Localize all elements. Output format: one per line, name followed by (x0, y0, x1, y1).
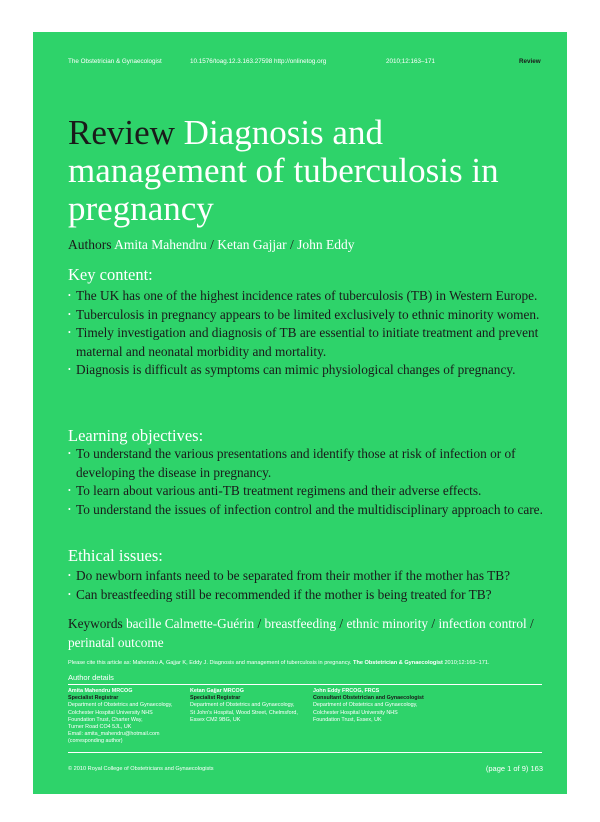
learning-objectives-list (68, 445, 548, 519)
citation-note (68, 660, 490, 666)
journal-name: The Obstetrician & Gynaecologist (68, 58, 162, 65)
keywords-label: Keywords (68, 616, 123, 631)
ethical-issue-item: • Can breastfeeding still be recommended if the mother is being treated for TB? (68, 586, 548, 605)
copyright: © 2010 Royal College of Obstetricians and Gynaecologists (68, 766, 214, 772)
author-name: John Eddy (297, 237, 355, 252)
doi: 10.1576/toag.12.3.163.27598 (190, 58, 273, 65)
author-details-label: Author details (68, 673, 114, 682)
author-name: Ketan Gajjar (217, 237, 287, 252)
key-content-item: • Tuberculosis in pregnancy appears to be limited exclusively to ethnic minority women. (68, 306, 548, 325)
author-detail-role: Specialist Registrar (68, 695, 119, 702)
author-detail-role: Specialist Registrar (190, 695, 241, 702)
divider (68, 684, 542, 685)
author-detail-line: St John's Hospital, Wood Street, Chelmsford, (190, 709, 298, 716)
learning-objective-item: • To learn about various anti-TB treatment regimens and their adverse effects. (68, 482, 548, 501)
ethical-issue-item: • Do newborn infants need to be separated from their mother if the mother has TB? (68, 567, 548, 586)
author-name: Amita Mahendru (114, 237, 207, 252)
key-content-item: • Diagnosis is difficult as symptoms can mimic physiological changes of pregnancy. (68, 361, 548, 380)
author-detail-line: Department of Obstetrics and Gynaecology, (68, 702, 173, 709)
keyword-link[interactable]: perinatal outcome (68, 634, 164, 650)
key-content-item: • The UK has one of the highest incidence rates of tuberculosis (TB) in Western Europe. (68, 287, 548, 306)
learning-objective-item: • To understand the various presentations and identify those at risk of infection or of developing the disease in pregnancy. (68, 445, 548, 482)
learning-objective-item: • To understand the issues of infection control and the multidisciplinary approach to care. (68, 501, 548, 520)
article-title-text: Diagnosis and management of tuberculosis in pregnancy (68, 113, 499, 228)
author-detail-line: Foundation Trust, Charter Way, (68, 716, 143, 723)
ethical-issues-list (68, 567, 548, 604)
author-detail-line: Turner Road CO4 5JL, UK (68, 724, 132, 731)
learning-objectives-heading: Learning objectives: (68, 426, 204, 445)
key-content-item: • Timely investigation and diagnosis of TB are essential to initiate treatment and prevent maternal and neonatal morbidity and mortality. (68, 324, 548, 361)
divider (68, 752, 542, 753)
page-number: (page 1 of 9) 163 (485, 764, 543, 773)
ethical-issues-heading: Ethical issues: (68, 546, 163, 565)
author-detail-line: Foundation Trust, Essex, UK (313, 716, 382, 723)
authors-label: Authors (68, 237, 112, 252)
author-detail-block (190, 688, 310, 724)
author-detail-block (68, 688, 188, 746)
author-detail-line: Colchester Hospital University NHS (313, 709, 398, 716)
author-detail-name: Amita Mahendru MRCOG (68, 688, 133, 694)
keyword-link[interactable]: ethnic minority (346, 616, 429, 631)
author-detail-role: Consultant Obstetrician and Gynaecologist (313, 695, 424, 702)
author-detail-line: Colchester Hospital University NHS (68, 709, 153, 716)
article-title (68, 114, 538, 228)
author-detail-line: Essex CM2 9BG, UK (190, 716, 241, 723)
citation-suffix: 2010;12:163–171. (444, 660, 490, 666)
article-type: Review (68, 113, 175, 152)
key-content-heading: Key content: (68, 265, 153, 284)
keywords: Keywords bacille Calmette-Guérin / breastfeeding / ethnic minority / infection control / perinatal outcome (68, 616, 534, 650)
author-detail-name: John Eddy FRCOG, FRCS (313, 688, 380, 694)
author-detail-line: Department of Obstetrics and Gynaecology, (313, 702, 418, 709)
key-content-list (68, 287, 548, 380)
author-detail-line: (corresponding author) (68, 738, 123, 745)
article-panel (33, 32, 567, 794)
journal-url[interactable]: http://onlinetog.org (274, 58, 327, 65)
author-email[interactable]: Email: amita_mahendru@hotmail.com (68, 731, 160, 738)
citation-prefix: Please cite this article as: Mahendru A, Gajjar K, Eddy J. Diagnosis and management of tuberculosis in pregnancy. (68, 660, 352, 666)
author-separator: / (289, 237, 294, 252)
citation-journal: The Obstetrician & Gynaecologist (353, 660, 443, 666)
author-detail-line: Department of Obstetrics and Gynaecology, (190, 702, 295, 709)
author-detail-name: Ketan Gajjar MRCOG (190, 688, 244, 694)
author-separator: / (210, 237, 214, 252)
keyword-link[interactable]: bacille Calmette-Guérin (125, 616, 255, 631)
doi-url (190, 58, 326, 65)
issue-citation: 2010;12:163–171 (386, 58, 436, 65)
keyword-link[interactable]: infection control (438, 616, 527, 631)
author-list (68, 237, 355, 253)
author-detail-block (313, 688, 473, 724)
keyword-link[interactable]: breastfeeding (264, 616, 337, 631)
section-label: Review (519, 58, 541, 65)
